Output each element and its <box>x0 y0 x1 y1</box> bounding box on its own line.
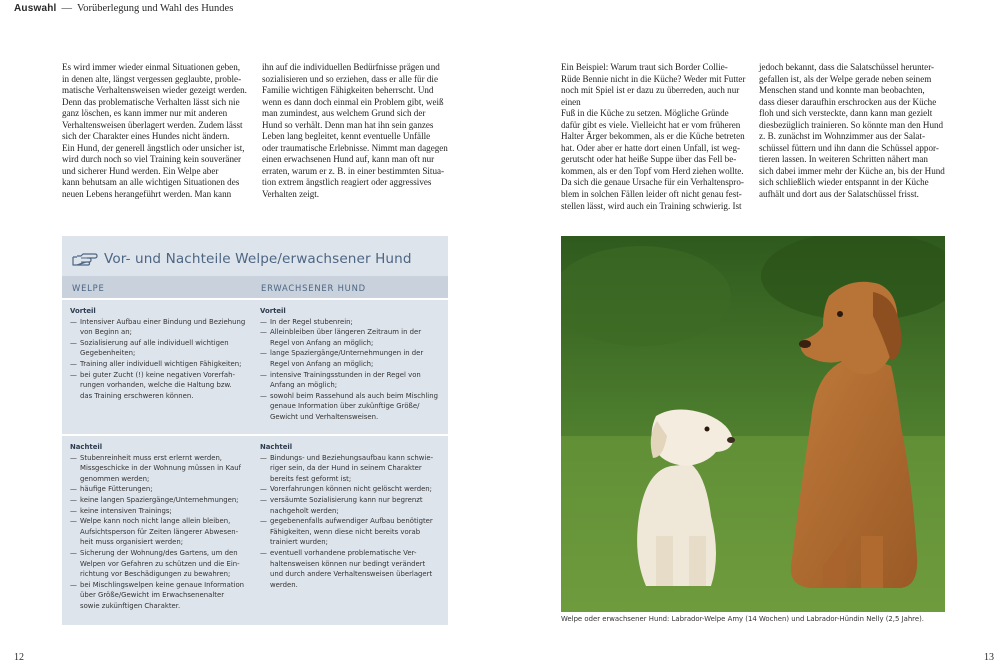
page-number-right: 13 <box>984 652 994 663</box>
list-item: — versäumte Sozialisierung kann nur begrenzt nachgeholt werden; <box>260 495 445 516</box>
vorteil-heading: Vorteil <box>260 307 286 315</box>
hund-vorteil-cell <box>260 306 445 423</box>
hund-nachteil-cell <box>260 442 445 590</box>
list-item: — Bindungs- und Beziehungsaufbau kann schwie- riger sein, da der Hund in seinem Charakter bereits fest geformt ist; <box>260 453 445 485</box>
hund-nachteil-list <box>260 453 445 591</box>
body-column-2 <box>262 62 452 201</box>
box-title-text: Vor- und Nachteile Welpe/erwachsener Hund <box>104 251 412 267</box>
chapter-title: Vorüberlegung und Wahl des Hundes <box>77 3 234 14</box>
body-column-4 <box>759 62 949 201</box>
welpe-vorteil-list <box>70 317 255 402</box>
body-text: Es wird immer wieder einmal Situationen geben, in denen alte, längst vergessen geglaubte, proble- matische Verhaltensweisen wieder gezeigt werden. Denn das problematische Verhalten lässt sich nie ganz löschen, es kann immer nur mit anderen Verhaltensweisen überlagert werden. Zudem lässt sich der Charakter eines Hundes nicht ändern. Ein Hund, der generell ängstlich oder unsicher ist, wird durch noch so viel Training kein souveräner und sicherer Hund werden. Ein Welpe aber kann behutsam an alle wichtigen Situationen des neuen Lebens herangeführt werden. Man kann <box>62 62 247 200</box>
body-column-1 <box>62 62 252 201</box>
welpe-nachteil-list <box>70 453 255 612</box>
pointing-hand-icon <box>72 251 98 267</box>
list-item: — Welpe kann noch nicht lange allein bleiben, Aufsichtsperson für Zeiten längerer Abwesen- heit muss organisiert werden; <box>70 516 255 548</box>
list-item: — bei guter Zucht (!) keine negativen Vorerfah- rungen vorhanden, welche die Haltung bzw. das Training erschweren können. <box>70 370 255 402</box>
column-header-welpe: WELPE <box>72 283 105 293</box>
photo-caption: Welpe oder erwachsener Hund: Labrador-Welpe Amy (14 Wochen) und Labrador-Hündin Nelly (2,5 Jahre). <box>561 615 924 623</box>
list-item: — Vorerfahrungen können nicht gelöscht werden; <box>260 484 445 495</box>
list-item: — keine intensiven Trainings; <box>70 506 255 517</box>
column-header-band <box>62 276 448 298</box>
divider <box>62 434 448 436</box>
list-item: — Sozialisierung auf alle individuell wichtigen Gegebenheiten; <box>70 338 255 359</box>
body-column-3 <box>561 62 751 212</box>
welpe-vorteil-cell <box>70 306 255 401</box>
page-number-left: 12 <box>14 652 24 663</box>
column-header-erwachsener-hund: ERWACHSENER HUND <box>261 283 366 293</box>
dog-photo <box>561 236 945 612</box>
list-item: — Stubenreinheit muss erst erlernt werden, Missgeschicke in der Wohnung müssen in Kauf genommen werden; <box>70 453 255 485</box>
list-item: — keine langen Spaziergänge/Unternehmungen; <box>70 495 255 506</box>
list-item: — gegebenenfalls aufwendiger Aufbau benötigter Fähigkeiten, wenn diese nicht bereits vorab trainiert wurden; <box>260 516 445 548</box>
running-head-dash: — <box>61 3 73 14</box>
box-title <box>72 246 412 272</box>
welpe-nachteil-cell <box>70 442 255 612</box>
body-text: ihn auf die individuellen Bedürfnisse prägen und sozialisieren und so erziehen, dass er alle für die Familie wichtigen Fähigkeiten beherrscht. Und wenn es dann doch einmal ein Problem gibt, weiß man zumindest, aus welchem Grund sich der Hund so verhält. Denn man hat ihn sein ganzes Leben lang begleitet, kennt eventuelle Unfälle oder traumatische Erlebnisse. Nimmt man dagegen einen erwachsenen Hund auf, kann man oft nur erraten, warum er z. B. in einer bestimmten Situa- tion extrem ängstlich reagiert oder aggressives Verhalten zeigt. <box>262 62 448 200</box>
list-item: — eventuell vorhandene problematische Ver- haltensweisen können nur bedingt verändert und durch andere Verhaltensweisen überlagert werden. <box>260 548 445 590</box>
body-text: Ein Beispiel: Warum traut sich Border Collie- Rüde Bennie nicht in die Küche? Weder mit Futter noch mit Spiel ist er dazu zu überreden, auch nur einen Fuß in die Küche zu setzen. Mögliche Gründe dafür gibt es viele. Vielleicht hat er vom früheren Halter Ärger bekommen, als er die Küche betreten hat. Oder aber er hatte dort einen Unfall, ist weg- gerutscht oder hat heiße Suppe über das Fell be- kommen, als er den Topf vom Herd ziehen wollte. Da sich die genaue Ursache für ein Verhaltenspro- blem in solchen Fällen leider oft nicht genau fest- stellen lässt, wird auch ein Training schwierig. Ist <box>561 62 746 211</box>
nachteil-heading: Nachteil <box>260 443 293 451</box>
list-item: — Training aller individuell wichtigen Fähigkeiten; <box>70 359 255 370</box>
divider <box>62 298 448 300</box>
list-item: — Sicherung der Wohnung/des Gartens, um den Welpen vor Gefahren zu schützen und die Ein- richtung vor Beschädigungen zu bewahren; <box>70 548 255 580</box>
body-text: jedoch bekannt, dass die Salatschüssel herunter- gefallen ist, als der Welpe gerade neben seinem Menschen stand und konnte man beobachten, dass dieser daraufhin erschrocken aus der Küche floh und sich versteckte, dann kann man gezielt diesbezüglich trainieren. So könnte man den Hund z. B. zunächst im Wohnzimmer aus der Salat- schüssel füttern und ihn dann die Schüssel appor- tieren lassen. In weiteren Schritten nähert man sich dabei immer mehr der Küche an, bis der Hund sich schließlich wieder entspannt in der Küche aufhält und dort aus der Salatschüssel frisst. <box>759 62 945 200</box>
vorteil-heading: Vorteil <box>70 307 96 315</box>
list-item: — lange Spaziergänge/Unternehmungen in der Regel von Anfang an möglich; <box>260 348 445 369</box>
list-item: — In der Regel stubenrein; <box>260 317 445 328</box>
list-item: — bei Mischlingswelpen keine genaue Information über Größe/Gewicht im Erwachsenenalter sowie zukünftigen Charakter. <box>70 580 255 612</box>
photo-illustration <box>561 236 945 612</box>
list-item: — Alleinbleiben über längeren Zeitraum in der Regel von Anfang an möglich; <box>260 327 445 348</box>
hund-vorteil-list <box>260 317 445 423</box>
comparison-box <box>62 236 448 625</box>
section-label: Auswahl <box>14 3 57 14</box>
running-head <box>14 3 233 14</box>
list-item: — sowohl beim Rassehund als auch beim Mischling genaue Information über zukünftige Größe/ Gewicht und Verhaltensweisen. <box>260 391 445 423</box>
nachteil-heading: Nachteil <box>70 443 103 451</box>
list-item: — häufige Fütterungen; <box>70 484 255 495</box>
list-item: — intensive Trainingsstunden in der Regel von Anfang an möglich; <box>260 370 445 391</box>
list-item: — Intensiver Aufbau einer Bindung und Beziehung von Beginn an; <box>70 317 255 338</box>
